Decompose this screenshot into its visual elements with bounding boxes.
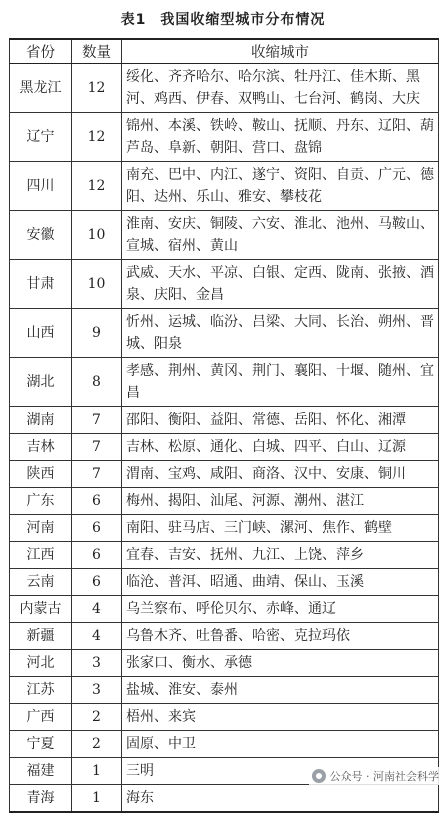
count-cell: 1 [72,785,122,813]
table-number: 表1 [120,12,147,28]
cities-cell: 固原、中卫 [122,731,439,758]
province-cell: 广东 [10,488,72,515]
table-row [10,260,439,309]
province-cell: 陕西 [10,461,72,488]
count-cell: 9 [72,309,122,358]
cities-cell: 乌鲁木齐、吐鲁番、哈密、克拉玛依 [122,623,439,650]
province-cell: 湖南 [10,407,72,434]
shrinking-cities-table [9,38,439,813]
count-cell: 10 [72,211,122,260]
cities-cell: 海东 [122,785,439,813]
count-cell: 3 [72,650,122,677]
cities-cell: 忻州、运城、临汾、吕梁、大同、长治、朔州、晋城、阳泉 [122,309,439,358]
table-row [10,211,439,260]
table-title: 我国收缩型城市分布情况 [160,12,326,28]
province-cell: 黑龙江 [10,64,72,113]
province-cell: 吉林 [10,434,72,461]
table-row [10,596,439,623]
table-row [10,407,439,434]
province-cell: 宁夏 [10,731,72,758]
count-cell: 12 [72,162,122,211]
cities-cell: 锦州、本溪、铁岭、鞍山、抚顺、丹东、辽阳、葫芦岛、阜新、朝阳、营口、盘锦 [122,113,439,162]
table-row [10,434,439,461]
province-cell: 新疆 [10,623,72,650]
table-row [10,461,439,488]
cities-cell: 孝感、荆州、黄冈、荆门、襄阳、十堰、随州、宜昌 [122,358,439,407]
table-row [10,488,439,515]
table-row [10,704,439,731]
table-row [10,731,439,758]
table-header-row [10,39,439,64]
cities-cell: 盐城、淮安、泰州 [122,677,439,704]
province-cell: 辽宁 [10,113,72,162]
cities-cell: 绥化、齐齐哈尔、哈尔滨、牡丹江、佳木斯、黑河、鸡西、伊春、双鸭山、七台河、鹤岗、大庆 [122,64,439,113]
cities-cell: 张家口、衡水、承德 [122,650,439,677]
table-row [10,309,439,358]
count-cell: 7 [72,407,122,434]
province-cell: 青海 [10,785,72,813]
cities-cell: 南充、巴中、内江、遂宁、资阳、自贡、广元、德阳、达州、乐山、雅安、攀枝花 [122,162,439,211]
cities-cell: 乌兰察布、呼伦贝尔、赤峰、通辽 [122,596,439,623]
cities-cell: 南阳、驻马店、三门峡、漯河、焦作、鹤壁 [122,515,439,542]
cities-cell: 三明 [122,758,439,785]
table-row [10,785,439,813]
count-cell: 6 [72,488,122,515]
count-cell: 7 [72,461,122,488]
count-cell: 2 [72,731,122,758]
count-cell: 8 [72,358,122,407]
province-cell: 广西 [10,704,72,731]
table-row [10,677,439,704]
cities-cell: 梧州、来宾 [122,704,439,731]
count-cell: 6 [72,569,122,596]
cities-cell: 临沧、普洱、昭通、曲靖、保山、玉溪 [122,569,439,596]
province-cell: 安徽 [10,211,72,260]
table-row [10,113,439,162]
table-row [10,515,439,542]
province-cell: 山西 [10,309,72,358]
province-cell: 江苏 [10,677,72,704]
header-province: 省份 [10,39,72,64]
table-row [10,569,439,596]
count-cell: 3 [72,677,122,704]
province-cell: 河南 [10,515,72,542]
cities-cell: 武威、天水、平凉、白银、定西、陇南、张掖、酒泉、庆阳、金昌 [122,260,439,309]
cities-cell: 宜春、吉安、抚州、九江、上饶、萍乡 [122,542,439,569]
table-row [10,162,439,211]
count-cell: 6 [72,515,122,542]
count-cell: 12 [72,64,122,113]
table-caption [0,0,446,38]
table-row [10,650,439,677]
count-cell: 4 [72,596,122,623]
count-cell: 7 [72,434,122,461]
cities-cell: 渭南、宝鸡、咸阳、商洛、汉中、安康、铜川 [122,461,439,488]
province-cell: 甘肃 [10,260,72,309]
header-cities: 收缩城市 [122,39,439,64]
province-cell: 内蒙古 [10,596,72,623]
header-count: 数量 [72,39,122,64]
table-row [10,623,439,650]
count-cell: 4 [72,623,122,650]
count-cell: 1 [72,758,122,785]
province-cell: 河北 [10,650,72,677]
province-cell: 云南 [10,569,72,596]
count-cell: 2 [72,704,122,731]
cities-cell: 邵阳、衡阳、益阳、常德、岳阳、怀化、湘潭 [122,407,439,434]
wechat-icon [312,769,326,783]
province-cell: 福建 [10,758,72,785]
province-cell: 江西 [10,542,72,569]
count-cell: 6 [72,542,122,569]
cities-cell: 淮南、安庆、铜陵、六安、淮北、池州、马鞍山、宣城、宿州、黄山 [122,211,439,260]
watermark-text: 公众号 · 河南社会科学 [329,770,439,783]
cities-cell: 梅州、揭阳、汕尾、河源、潮州、湛江 [122,488,439,515]
table-row [10,542,439,569]
watermark [309,767,443,785]
count-cell: 10 [72,260,122,309]
cities-cell: 吉林、松原、通化、白城、四平、白山、辽源 [122,434,439,461]
count-cell: 12 [72,113,122,162]
table-row [10,64,439,113]
table-row [10,358,439,407]
province-cell: 湖北 [10,358,72,407]
table-body [10,64,439,813]
province-cell: 四川 [10,162,72,211]
